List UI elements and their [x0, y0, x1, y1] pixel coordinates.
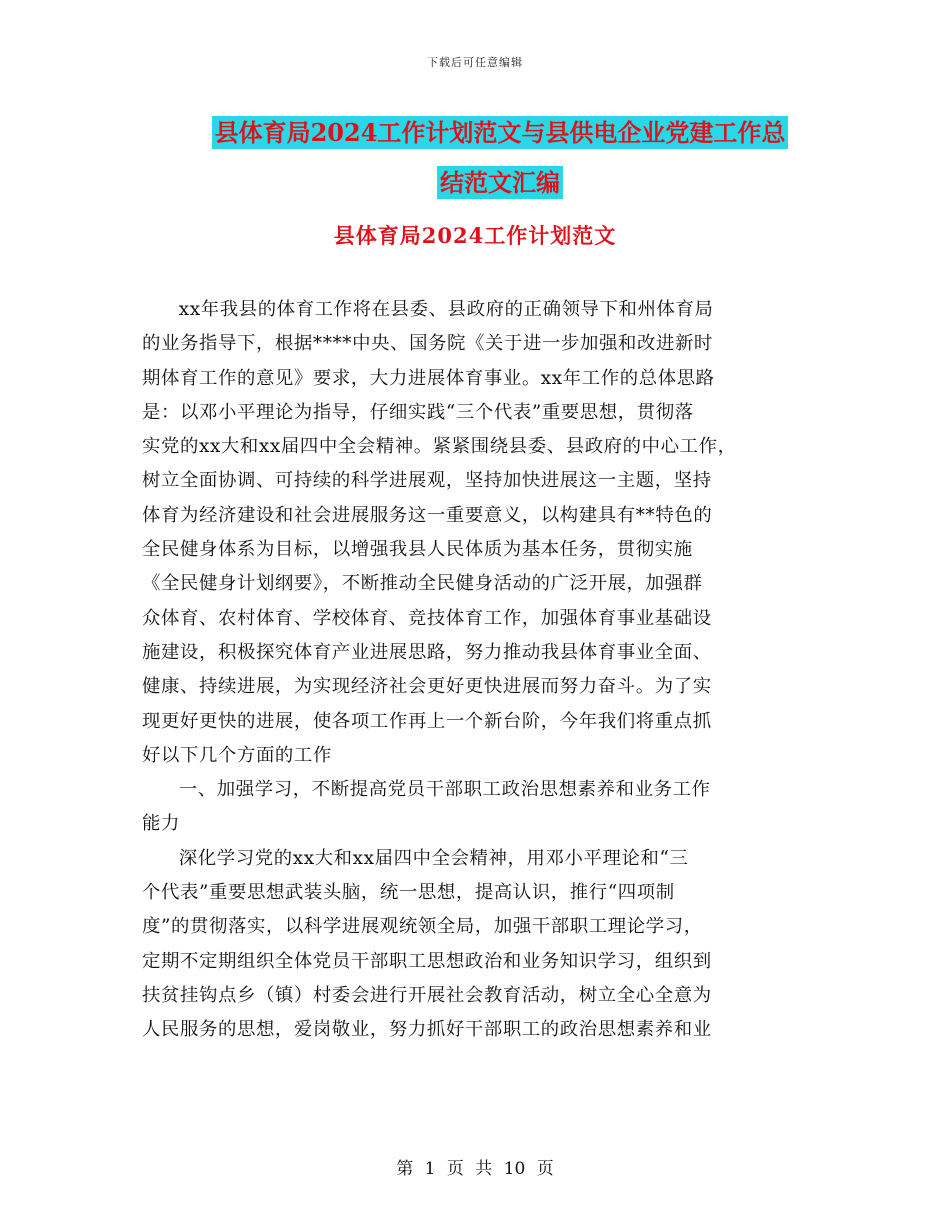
page-footer: 第 1 页 共 10 页: [396, 1159, 554, 1179]
body-paragraph: 深化学习党的xx大和xx届四中全会精神，用邓小平理论和“三 个代表”重要思想武装头脑，统一思想，提高认识，推行“四项制 度”的贯彻落实，以科学进展观统领全局，加强干部职工理论学习， 定期不定期组织全体党员干部职工思想政治和业务知识学习，组织到 扶贫挂钩点乡（镇）村委会进行开展社会教育活动，树立全心全意为 人民服务的思想，爱岗敬业，努力抓好干部职工的政治思想素养和业: [142, 847, 712, 1041]
section-title: 县体育局2024工作计划范文: [333, 223, 617, 248]
document-title: [120, 108, 880, 208]
document-title-line-1: 县体育局2024工作计划范文与县供电企业党建工作总: [212, 116, 789, 149]
page-header-note: 下载后可任意编辑: [427, 56, 523, 69]
body-paragraph: xx年我县的体育工作将在县委、县政府的正确领导下和州体育局 的业务指导下，根据****中央、国务院《关于进一步加强和改进新时 期体育工作的意见》要求，大力进展体育事业。xx年工作的总体思路 是：以邓小平理论为指导，仔细实践“三个代表”重要思想，贯彻落 实党的xx大和xx届四中全会精神。紧紧围绕县委、县政府的中心工作， 树立全面协调、可持续的科学进展观，坚持加快进展这一主题，坚持 体育为经济建设和社会进展服务这一重要意义，以构建具有**特色的 全民健身体系为目标，以增强我县人民体质为基本任务，贯彻实施 《全民健身计划纲要》，不断推动全民健身活动的广泛开展，加强群 众体育、农村体育、学校体育、竞技体育工作，加强体育事业基础设 施建设，积极探究体育产业进展思路，努力推动我县体育事业全面、 健康、持续进展，为实现经济社会更好更快进展而努力奋斗。为了实 现更好更快的进展，使各项工作再上一个新台阶，今年我们将重点抓 好以下几个方面的工作: [142, 299, 737, 766]
document-body: [142, 293, 822, 1048]
document-title-line-2: 结范文汇编: [437, 166, 563, 199]
body-paragraph-heading: 一、加强学习，不断提高党员干部职工政治思想素养和业务工作 能力: [142, 779, 711, 835]
